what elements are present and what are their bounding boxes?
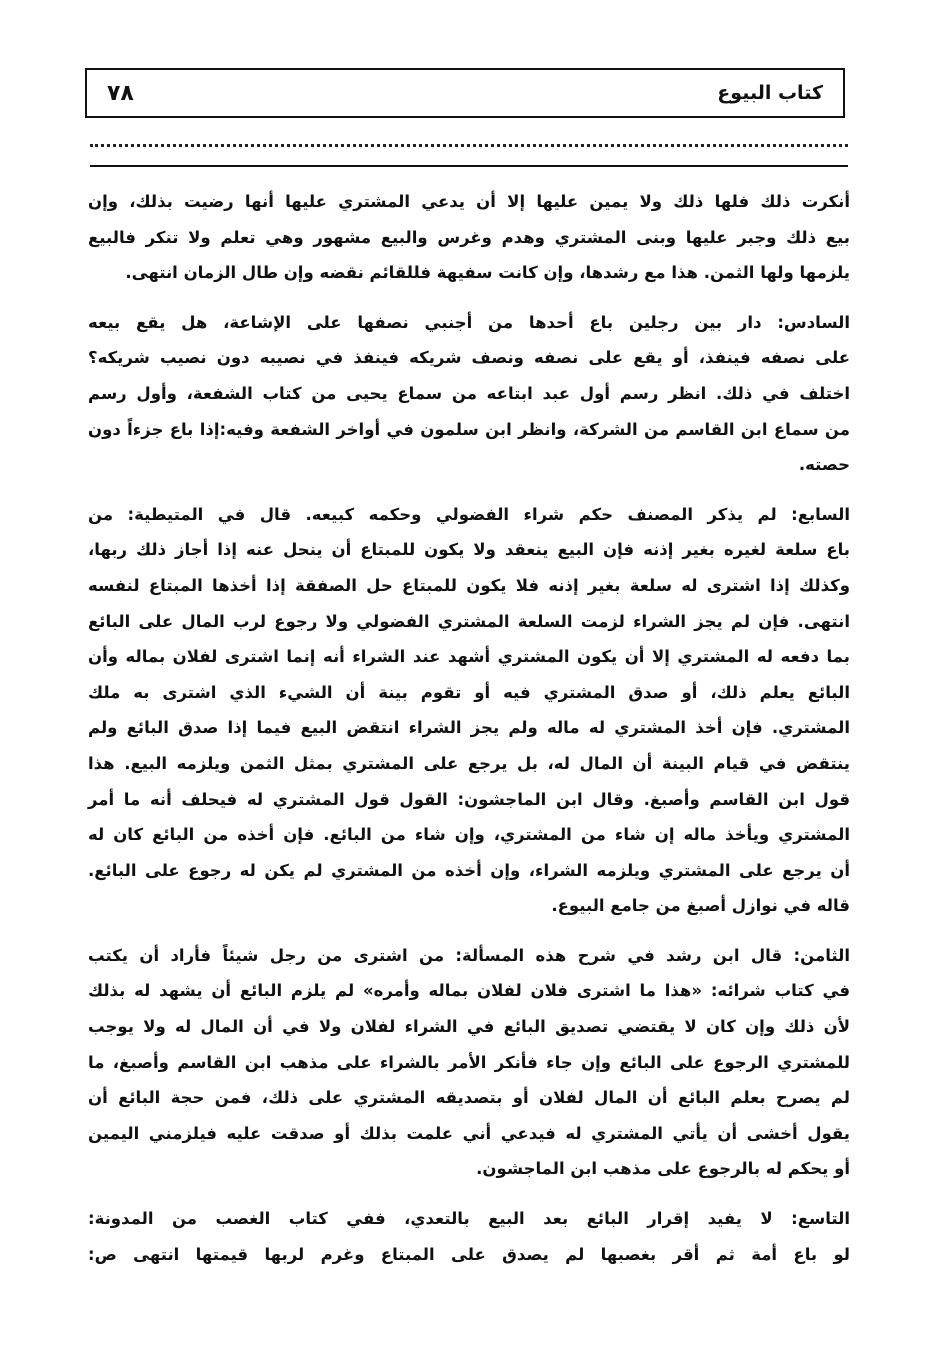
text-line: السادس: دار بين رجلين باع أحدها من أجنبي نصفها على الإشاعة، هل يقع بيعه xyxy=(88,312,850,332)
text-line: بيع ذلك وجبر عليها وبنى المشتري وهدم وغرس والبيع مشهور وهي تعلم ولا تنكر فالبيع xyxy=(88,227,850,247)
text-line: قاله في نوازل أصبغ من جامع البيوع. xyxy=(551,896,850,916)
text-line: لم يصرح بعلم البائع أن المال لفلان أو بتصديقه المشتري على ذلك، فمن حجة البائع أن xyxy=(88,1088,850,1108)
text-line: انتهى. فإن لم يجز الشراء لزمت السلعة المشتري الفضولي ولا رجوع لرب المال على البائع xyxy=(88,611,850,631)
text-line: المشتري ويأخذ ماله إن شاء من المشتري، وإن شاء من البائع. فإن أخذه من البائع كان له xyxy=(88,825,850,845)
paragraph xyxy=(88,305,850,483)
text-line: بما دفعه له المشتري إلا أن يكون المشتري أشهد عند الشراء أنه إنما اشترى لفلان بماله وأن xyxy=(88,647,850,667)
body-text xyxy=(88,184,850,1286)
text-line: في كتاب شرائه: «هذا ما اشترى فلان لفلان بماله وأمره» لم يلزم البائع أن يشهد له بذلك xyxy=(88,981,850,1001)
text-line: أن يرجع على المشتري ويلزمه الشراء، وإن أخذه من المشتري لم يكن له رجوع على البائع. xyxy=(88,860,850,880)
text-line: اختلف في ذلك. انظر رسم أول عبد ابتاعه من سماع يحيى من كتاب الشفعة، وأول رسم xyxy=(88,383,850,403)
paragraph xyxy=(88,184,850,291)
paragraph xyxy=(88,497,850,924)
running-header xyxy=(85,68,845,118)
text-line: السابع: لم يذكر المصنف حكم شراء الفضولي وحكمه كبيعه. قال في المتيطية: من xyxy=(88,504,850,524)
text-line: لو باع أمة ثم أقر بغصبها لم يصدق على المبتاع وغرم لربها قيمتها انتهى ص: xyxy=(88,1244,850,1264)
text-line: حصته. xyxy=(798,455,850,475)
text-line: للمشتري الرجوع على البائع وإن جاء فأنكر الأمر بالشراء على مذهب ابن القاسم وأصبغ، ما xyxy=(88,1052,850,1072)
paragraph xyxy=(88,938,850,1187)
text-line: أنكرت ذلك فلها ذلك ولا يمين عليها إلا أن يدعي المشتري عليها أنها رضيت بذلك، وإن xyxy=(88,192,850,211)
text-line: لأن ذلك وإن كان لا يقتضي تصديق البائع في الشراء لفلان ولا في أن المال له ولا يوجب xyxy=(88,1017,850,1037)
text-line: ينتقض في قيام البينة أن المال له، بل يرجع على المشتري بمثل الثمن ويلزمه البيع. هذا xyxy=(88,753,850,773)
text-line: يلزمها ولها الثمن. هذا مع رشدها، وإن كانت سفيهة فللقائم نقضه وإن طال الزمان انتهى. xyxy=(125,263,850,283)
text-line: البائع يعلم ذلك، أو صدق المشتري فيه أو تقوم بينة أن الشيء الذي اشترى به ملك xyxy=(88,682,850,702)
book-title: كتاب البيوع xyxy=(717,82,823,104)
solid-divider xyxy=(90,165,848,167)
text-line: الثامن: قال ابن رشد في شرح هذه المسألة: من اشترى من رجل شيئاً فأراد أن يكتب xyxy=(88,945,850,965)
text-line: يقول أخشى أن يأتي المشتري له فيدعي أني علمت بذلك أو صدقت عليه فيلزمني اليمين xyxy=(88,1123,850,1143)
text-line: قول ابن القاسم وأصبغ. وقال ابن الماجشون: القول قول المشتري له فيحلف أنه ما أمر xyxy=(88,789,850,809)
text-line: أو يحكم له بالرجوع على مذهب ابن الماجشون. xyxy=(476,1159,850,1179)
text-line: من سماع ابن القاسم من الشركة، وانظر ابن سلمون في أواخر الشفعة وفيه:إذا باع جزءاً دون xyxy=(88,419,850,439)
text-line: باع سلعة لغيره بغير إذنه فإن البيع ينعقد ولا يكون للمبتاع أن ينحل عنه إذا أجاز ذلك ربها، xyxy=(88,540,850,560)
text-line: المشتري. فإن أخذ المشتري له ماله ولم يجز الشراء انتقض البيع فيما إذا صدق البائع ولم xyxy=(88,718,850,738)
paragraph xyxy=(88,1201,850,1272)
text-line: وكذلك إذا اشترى له سلعة بغير إذنه فلا يكون للمبتاع حل الصفقة إذا أخذها المبتاع لنفسه xyxy=(88,575,850,595)
text-line: التاسع: لا يفيد إقرار البائع بعد البيع بالتعدي، ففي كتاب الغصب من المدونة: xyxy=(88,1209,850,1229)
text-line: على نصفه فينفذ، أو يقع على نصفه ونصف شريكه فينفذ في نصيبه دون نصيب شريكه؟ xyxy=(88,348,850,368)
page-number: ٧٨ xyxy=(107,80,134,106)
dotted-divider xyxy=(90,144,848,147)
